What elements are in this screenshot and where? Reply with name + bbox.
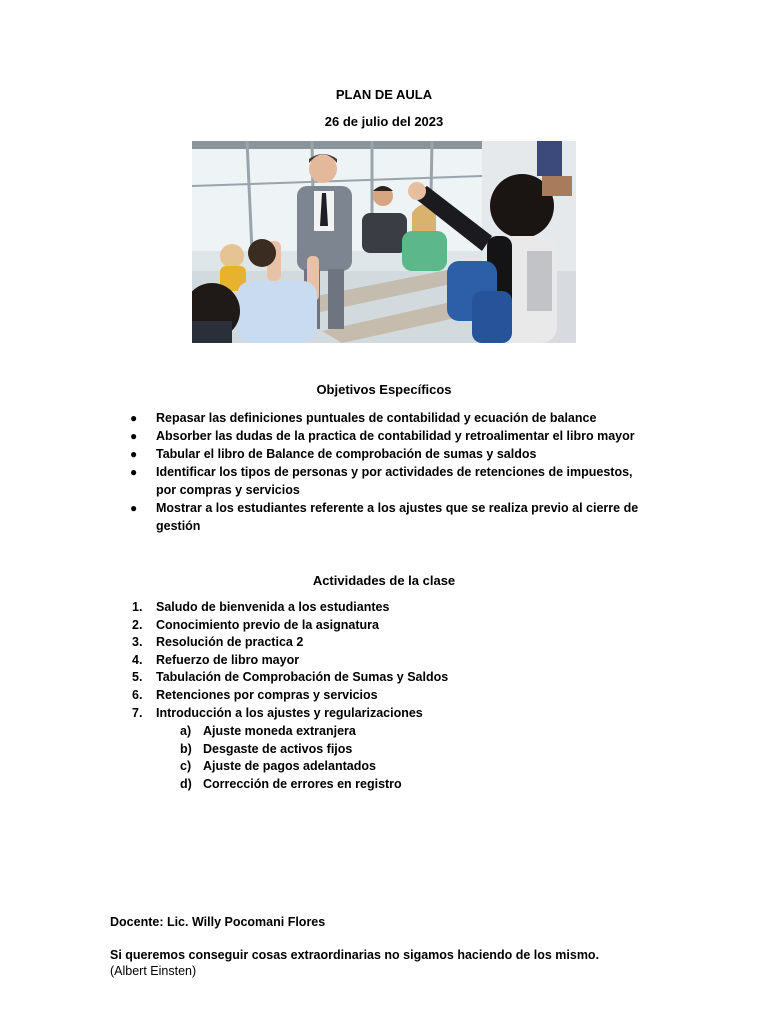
list-item: a) Ajuste moneda extranjera <box>180 724 356 738</box>
classroom-photo <box>192 141 576 343</box>
list-item: 7. Introducción a los ajustes y regularizaciones <box>132 705 423 720</box>
quote-author: (Albert Einsten) <box>110 964 197 978</box>
bullet-icon: ● <box>130 411 138 425</box>
bullet-icon: ● <box>130 465 138 479</box>
list-item: ● Repasar las definiciones puntuales de contabilidad y ecuación de balance <box>130 411 597 425</box>
bullet-icon: ● <box>130 447 138 461</box>
list-item: 2. Conocimiento previo de la asignatura <box>132 617 379 632</box>
objectives-heading: Objetivos Específicos <box>316 382 452 397</box>
objectives-list <box>0 409 768 535</box>
list-item: c) Ajuste de pagos adelantados <box>180 759 376 774</box>
quote-text: Si queremos conseguir cosas extraordinarias no sigamos haciendo de los mismo. <box>110 948 600 962</box>
list-item: 6. Retenciones por compras y servicios <box>132 687 378 702</box>
document-title: PLAN DE AULA <box>335 87 433 102</box>
list-item: 1. Saludo de bienvenida a los estudiantes <box>132 600 390 614</box>
adjustments-sublist <box>0 723 768 793</box>
list-item: b) Desgaste de activos fijos <box>180 741 353 756</box>
list-item: ● Tabular el libro de Balance de comprobación de sumas y saldos <box>130 447 537 461</box>
list-item: ● Mostrar a los estudiantes referente a los ajustes que se realiza previo al cierre de gestión <box>130 501 639 533</box>
list-item: d) Corrección de errores en registro <box>180 776 402 791</box>
activities-list <box>0 599 768 722</box>
teacher-name: Docente: Lic. Willy Pocomani Flores <box>110 915 326 929</box>
document-date: 26 de julio del 2023 <box>324 114 444 129</box>
bullet-icon: ● <box>130 501 138 515</box>
list-item: 4. Refuerzo de libro mayor <box>132 652 300 667</box>
list-item: 3. Resolución de practica 2 <box>132 635 304 650</box>
list-item: 5. Tabulación de Comprobación de Sumas y Saldos <box>132 670 449 685</box>
activities-heading: Actividades de la clase <box>312 573 456 588</box>
list-item: ● Identificar los tipos de personas y por actividades de retenciones de impuestos, por compras y servicios <box>130 465 633 497</box>
bullet-icon: ● <box>130 429 138 443</box>
list-item: ● Absorber las dudas de la practica de contabilidad y retroalimentar el libro mayor <box>130 429 635 443</box>
